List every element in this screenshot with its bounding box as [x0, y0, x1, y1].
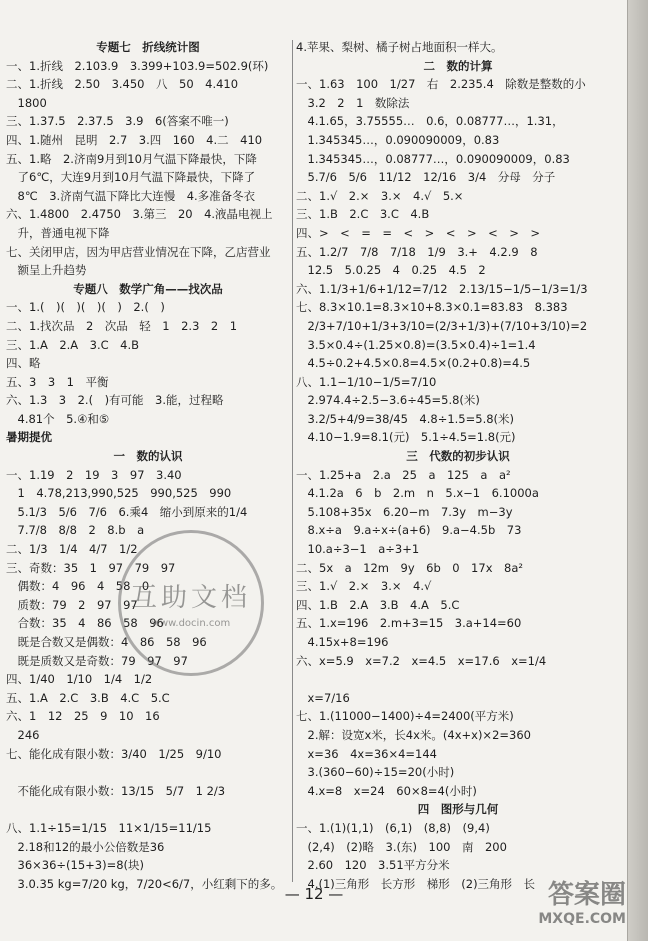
- answer-line: 3.(360−60)÷15=20(小时): [296, 765, 455, 780]
- answer-line: 二、5x a 12m 9y 6b 0 17x 8a²: [296, 560, 523, 575]
- answer-line: 偶数：4 96 4 58 0: [6, 579, 150, 594]
- answer-line: 2.974.4÷2.5−3.6÷45=5.8(米): [296, 393, 480, 408]
- right-column: [296, 38, 620, 893]
- section-heading: 专题八 数学广角——找次品: [73, 281, 223, 296]
- answer-line: 一、1.63 100 1/27 右 2.235.4 除数是整数的小: [296, 77, 586, 92]
- section-heading: 三 代数的初步认识: [406, 449, 510, 464]
- answer-line: 4.1.65，3.75555… 0.6，0.08777…，1.31，: [296, 114, 564, 129]
- answer-line: 三、1.A 2.A 3.C 4.B: [6, 337, 140, 352]
- answer-line: 一、1.25+a 2.a 25 a 125 a a²: [296, 467, 511, 482]
- answer-line: 七、关闭甲店，因为甲店营业情况在下降，乙店营业: [6, 244, 271, 259]
- answer-line: 八、1.1−1/10−1/5=7/10: [296, 374, 437, 389]
- answer-line: [6, 763, 290, 782]
- answer-line: 246: [6, 727, 40, 742]
- answer-line: 5.7/6 5/6 11/12 12/16 3/4 分母 分子: [296, 170, 556, 185]
- section-heading: 四 图形与几何: [417, 802, 499, 817]
- answer-line: 7.7/8 8/8 2 8.b a: [6, 523, 145, 538]
- answer-line: 质数：79 2 97 97: [6, 597, 138, 612]
- answer-line: x=36 4x=36×4=144: [296, 746, 438, 761]
- section-heading: 二 数的计算: [423, 58, 493, 73]
- corner-watermark: [538, 874, 626, 927]
- answer-line: 既是质数又是奇数：79 97 97: [6, 653, 188, 668]
- answer-line: 4.81个 5.④和⑤: [6, 411, 110, 426]
- answer-line: 六、1.3 3 2.( )有可能 3.能，过程略: [6, 393, 224, 408]
- answer-line: 5.108+35x 6.20−m 7.3y m−3y: [296, 504, 513, 519]
- answer-line: 六、1.4800 2.4750 3.第三 20 4.液晶电视上: [6, 207, 273, 222]
- answer-line: 合数：35 4 86 58 96: [6, 616, 164, 631]
- answer-line: 一、1.( )( )( )( ) 2.( ): [6, 300, 165, 315]
- watermark-stamp: [118, 530, 264, 676]
- answer-line: 六、1.1/3+1/6+1/12=7/12 2.13/15−1/5−1/3=1/3: [296, 281, 588, 296]
- answer-line: 不能化成有限小数：13/15 5/7 1 2/3: [6, 783, 226, 798]
- answer-line: 二、1.找次品 2 次品 轻 1 2.3 2 1: [6, 318, 238, 333]
- page-number: — 12 —: [284, 885, 344, 903]
- answer-line: 三、1.B 2.C 3.C 4.B: [296, 207, 430, 222]
- watermark-line1: 答案圈: [547, 880, 626, 910]
- answer-line: 四、> < = = < > < > < > >: [296, 225, 540, 240]
- section-heading: 一 数的认识: [113, 449, 183, 464]
- answer-line: 1 4.78,213,990,525 990,525 990: [6, 486, 232, 501]
- answer-line: 4.苹果、梨树、橘子树占地面积一样大。: [296, 40, 503, 54]
- answer-line: 1800: [6, 95, 47, 110]
- answer-line: 七、8.3×10.1=8.3×10+8.3×0.1=83.83 8.383: [296, 300, 568, 315]
- answer-line: 五、1.x=196 2.m+3=15 3.a+14=60: [296, 616, 522, 631]
- answer-line: 一、1.(1)(1,1) (6,1) (8,8) (9,4): [296, 820, 490, 835]
- answer-line: 一、1.折线 2.103.9 3.399+103.9=502.9(环): [6, 58, 269, 73]
- answer-line: 3.2 2 1 数除法: [296, 95, 410, 110]
- answer-line: 五、1.略 2.济南9月到10月气温下降最快，下降: [6, 151, 257, 166]
- answer-line: 二、1.折线 2.50 3.450 八 50 4.410: [6, 77, 239, 92]
- answer-line: 五、1.2/7 7/8 7/18 1/9 3.+ 4.2.9 8: [296, 244, 538, 259]
- answer-line: 4.1.2a 6 b 2.m n 5.x−1 6.1000a: [296, 486, 539, 501]
- watermark-line2: MXQE.COM: [538, 911, 626, 927]
- left-column: [6, 38, 290, 893]
- answer-line: 1.345345…，0.08777…，0.090090009，0.83: [296, 151, 570, 166]
- answer-line: 2/3+7/10+1/3+3/10=(2/3+1/3)+(7/10+3/10)=2: [296, 318, 588, 333]
- answer-line: 二、1/3 1/4 4/7 1/2: [6, 542, 138, 557]
- answer-line: 三、1.√ 2.× 3.× 4.√: [296, 579, 432, 594]
- answer-line: 10.a÷3−1 a÷3+1: [296, 542, 420, 557]
- answer-line: [6, 800, 290, 819]
- answer-line: 4.10−1.9=8.1(元) 5.1÷4.5=1.8(元): [296, 430, 516, 445]
- answer-line: 五、3 3 1 平衡: [6, 374, 109, 389]
- answer-line: 5.1/3 5/6 7/6 6.乘4 缩小到原来的1/4: [6, 504, 248, 519]
- answer-line: 三、奇数：35 1 97 79 97: [6, 560, 176, 575]
- answer-line: 四、1.随州 昆明 2.7 3.四 160 4.二 410: [6, 132, 263, 147]
- answer-line: 4.15x+8=196: [296, 635, 389, 649]
- stamp-url: www.docin.com: [151, 618, 231, 629]
- answer-line: 既是合数又是偶数：4 86 58 96: [6, 635, 207, 649]
- answer-line: 4.5÷0.2+4.5×0.8=4.5×(0.2+0.8)=4.5: [296, 356, 531, 371]
- answer-line: 七、1.(11000−1400)÷4=2400(平方米): [296, 709, 514, 724]
- answer-line: 三、1.37.5 2.37.5 3.9 6(答案不唯一): [6, 114, 229, 129]
- answer-line: 2.60 120 3.51平方分米: [296, 858, 450, 873]
- answer-line: 四、1/40 1/10 1/4 1/2: [6, 672, 153, 687]
- answer-line: 1.345345…，0.090090009，0.83: [296, 132, 500, 147]
- answer-line: 3.2/5+4/9=38/45 4.8÷1.5=5.8(米): [296, 411, 515, 426]
- answer-line: 五、1.A 2.C 3.B 4.C 5.C: [6, 690, 170, 705]
- answer-line: (2,4) (2)略 3.(东) 100 南 200: [296, 839, 507, 854]
- answer-line: x=7/16: [296, 690, 350, 705]
- answer-line: 升，普通电视下降: [6, 225, 110, 240]
- answer-line: 8.x÷a 9.a÷x÷(a+6) 9.a−4.5b 73: [296, 523, 522, 538]
- answer-line: 了6℃，大连9月到10月气温下降最快，下降了: [6, 170, 256, 185]
- answer-line: 四、1.B 2.A 3.B 4.A 5.C: [296, 597, 460, 612]
- answer-line: 六、x=5.9 x=7.2 x=4.5 x=17.6 x=1/4: [296, 653, 547, 668]
- answer-line: 8℃ 3.济南气温下降比大连慢 4.多准备冬衣: [6, 188, 256, 203]
- answer-line: 36×36÷(15+3)=8(块): [6, 858, 145, 873]
- answer-line: 一、1.19 2 19 3 97 3.40: [6, 467, 182, 482]
- answer-line: 七、能化成有限小数：3/40 1/25 9/10: [6, 746, 222, 761]
- answer-line: 2.解：设宽x米，长4x米。(4x+x)×2=360: [296, 727, 531, 742]
- section-heading: 专题七 折线统计图: [96, 40, 200, 54]
- answer-line: 3.5×0.4÷(1.25×0.8)=(3.5×0.4)÷1=1.4: [296, 337, 536, 352]
- part-heading: 暑期提优: [6, 430, 52, 445]
- stamp-title: 互助文档: [130, 583, 251, 613]
- answer-line: 八、1.1÷15=1/15 11×1/15=11/15: [6, 820, 212, 835]
- answer-line: 二、1.√ 2.× 3.× 4.√ 5.×: [296, 188, 464, 203]
- answer-line: 四、略: [6, 356, 41, 371]
- answer-line: 12.5 5.0.25 4 0.25 4.5 2: [296, 263, 486, 278]
- column-divider: [292, 40, 293, 882]
- answer-line: 4.(1)三角形 长方形 梯形 (2)三角形 长: [296, 876, 536, 891]
- answer-line: 4.x=8 x=24 60×8=4(小时): [296, 783, 477, 798]
- answer-line: 2.18和12的最小公倍数是36: [6, 839, 165, 854]
- book-binding: [627, 0, 648, 941]
- answer-line: [296, 670, 620, 689]
- answer-line: 额呈上升趋势: [6, 263, 87, 278]
- answer-line: 3.0.35 kg=7/20 kg，7/20<6/7，小红剩下的多。: [6, 876, 283, 891]
- answer-line: 六、1 12 25 9 10 16: [6, 709, 160, 724]
